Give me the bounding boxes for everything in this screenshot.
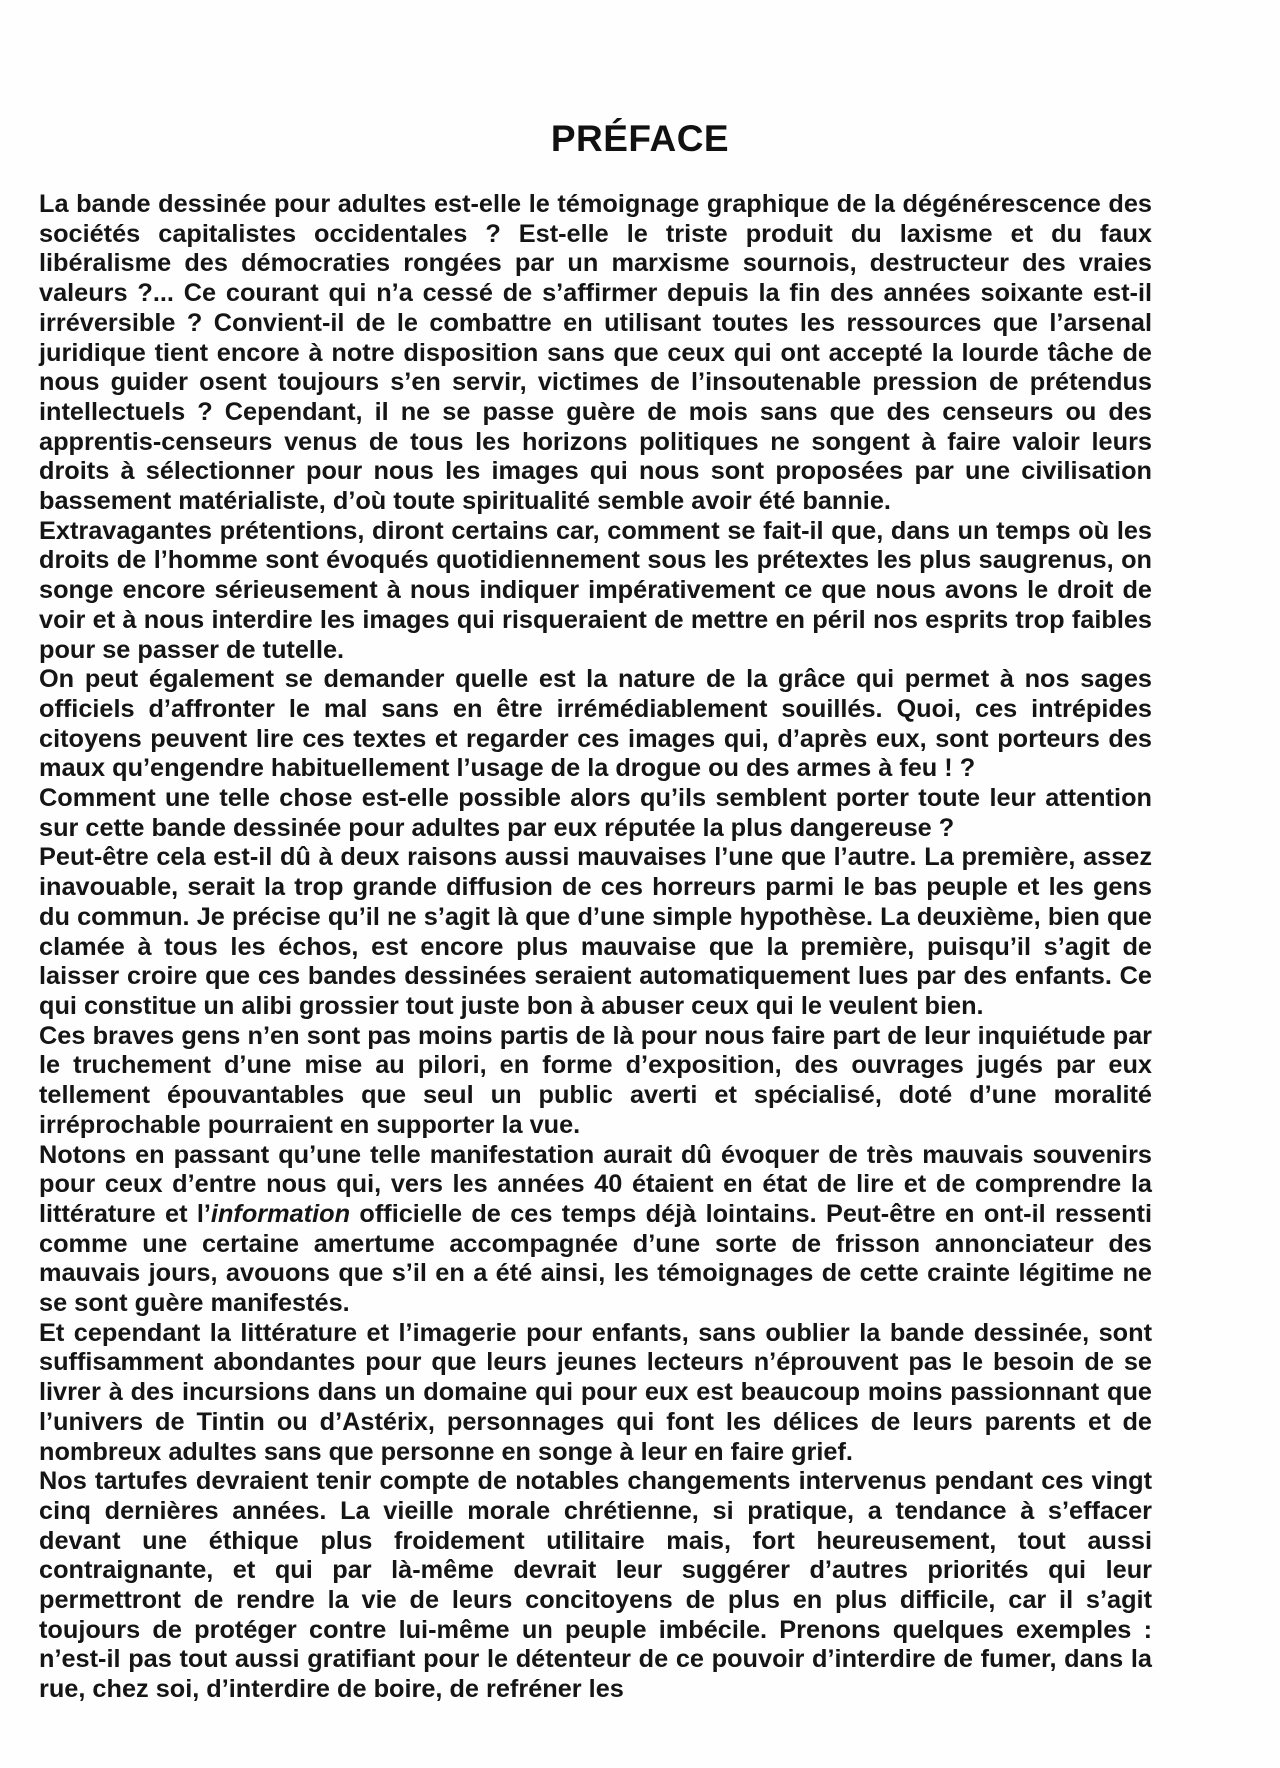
paragraph-7-start: Notons en passant qu’une telle manifestation aurait dû évoquer de très mauvais souvenirs pour ceux d’entre nous qui, vers les années 40 étaient en état de lire et de comprendre la littérature et l’ xyxy=(39,1140,1152,1228)
paragraph-2: Extravagantes prétentions, diront certains car, comment se fait-il que, dans un temps où les droits de l’homme sont évoqués quotidiennement sous les prétextes les plus saugrenus, on songe encore sérieusement à nous indiquer impérativement ce que nous avons le droit de voir et à nous interdire les images qui risqueraient de mettre en péril nos esprits trop faibles pour se passer de tutelle. xyxy=(39,516,1152,664)
paragraph-3: On peut également se demander quelle est la nature de la grâce qui permet à nos sages officiels d’affronter le mal sans en être irrémédiablement souillés. Quoi, ces intrépides citoyens peuvent lire ces textes et regarder ces images qui, d’après eux, sont porteurs des maux qu’engendre habituellement l’usage de la drogue ou des armes à feu ! ? xyxy=(39,665,1152,783)
paragraph-7-italic-word: information xyxy=(210,1199,351,1228)
paragraph-8: Et cependant la littérature et l’imagerie pour enfants, sans oublier la bande dessinée, sont suffisamment abondantes pour que leurs jeunes lecteurs n’éprouvent pas le besoin de se livrer à des incursions dans un domaine qui pour eux est beaucoup moins passionnant que l’univers de Tintin ou d’Astérix, personnages qui font les délices de leurs parents et de nombreux adultes sans que personne en songe à leur en faire grief. xyxy=(39,1318,1152,1466)
paragraph-7-end: officielle de ces temps déjà lointains. Peut-être en ont-il ressenti comme une certaine amertume accompagnée d’une sorte de frisson annonciateur des mauvais jours, avouons que s’il en a été ainsi, les témoignages de cette crainte légitime ne se sont guère manifestés. xyxy=(39,1199,1152,1318)
paragraph-4: Comment une telle chose est-elle possible alors qu’ils semblent porter toute leur attention sur cette bande dessinée pour adultes par eux réputée la plus dangereuse ? xyxy=(39,784,1152,842)
page-title: PRÉFACE xyxy=(550,118,730,159)
paragraph-7 xyxy=(39,1141,1152,1319)
paragraph-9: Nos tartufes devraient tenir compte de notables changements intervenus pendant ces vingt cinq dernières années. La vieille morale chrétienne, si pratique, a tendance à s’effacer devant une éthique plus froidement utilitaire mais, fort heureusement, tout aussi contraignante, et qui par là-même devrait leur suggérer d’autres priorités qui leur permettront de rendre la vie de leurs concitoyens de plus en plus difficile, car il s’agit toujours de protéger contre lui-même un peuple imbécile. Prenons quelques exemples : n’est-il pas tout aussi gratifiant pour le détenteur de ce pouvoir d’interdire de fumer, dans la rue, chez soi, d’interdire de boire, de refréner les xyxy=(39,1467,1152,1704)
preface-body xyxy=(39,190,1152,1705)
paragraph-1: La bande dessinée pour adultes est-elle le témoignage graphique de la dégénérescence des sociétés capitalistes occidentales ? Est-elle le triste produit du laxisme et du faux libéralisme des démocraties rongées par un marxisme sournois, destructeur des vraies valeurs ?... Ce courant qui n’a cessé de s’affirmer depuis la fin des années soixante est-il irréversible ? Convient-il de le combattre en utilisant toutes les ressources que l’arsenal juridique tient encore à notre disposition sans que ceux qui ont accepté la lourde tâche de nous guider osent toujours s’en servir, victimes de l’insoutenable pression de prétendus intellectuels ? Cependant, il ne se passe guère de mois sans que des censeurs ou des apprentis-censeurs venus de tous les horizons politiques ne songent à faire valoir leurs droits à sélectionner pour nous les images qui nous sont proposées par une civilisation bassement matérialiste, d’où toute spiritualité semble avoir été bannie. xyxy=(39,190,1152,516)
paragraph-5: Peut-être cela est-il dû à deux raisons aussi mauvaises l’une que l’autre. La première, assez inavouable, serait la trop grande diffusion de ces horreurs parmi le bas peuple et les gens du commun. Je précise qu’il ne s’agit là que d’une simple hypothèse. La deuxième, bien que clamée à tous les échos, est encore plus mauvaise que la première, puisqu’il s’agit de laisser croire que ces bandes dessinées seraient automatiquement lues par des enfants. Ce qui constitue un alibi grossier tout juste bon à abuser ceux qui le veulent bien. xyxy=(39,843,1152,1020)
paragraph-6: Ces braves gens n’en sont pas moins partis de là pour nous faire part de leur inquiétude par le truchement d’une mise au pilori, en forme d’exposition, des ouvrages jugés par eux tellement épouvantables que seul un public averti et spécialisé, doté d’une moralité irréprochable pourraient en supporter la vue. xyxy=(39,1021,1152,1139)
